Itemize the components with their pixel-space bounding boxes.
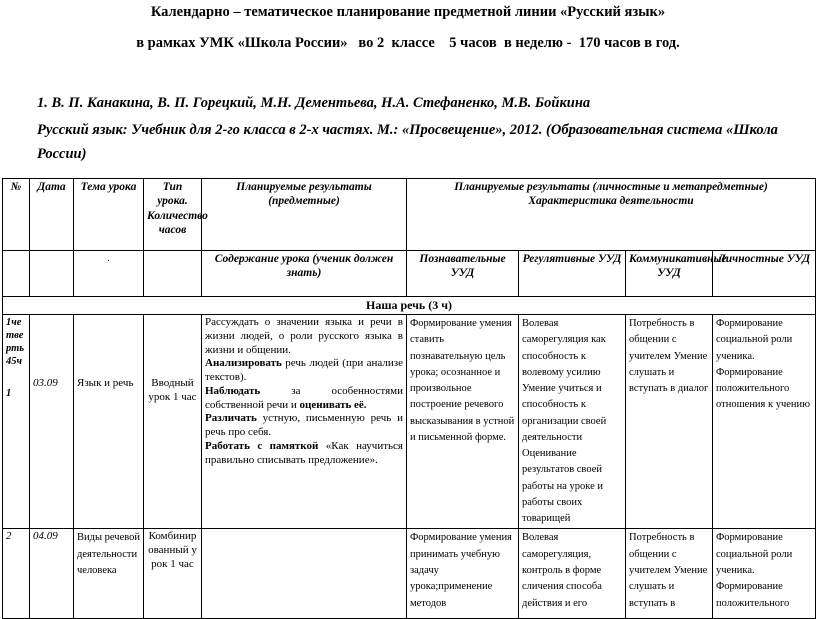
row-personal: Формирование социальной роли ученика. Формирование положительного отношения к учению xyxy=(713,315,816,529)
authors-line: 1. В. П. Канакина, В. П. Горецкий, М.Н. Дементьева, Н.А. Стефаненко, М.В. Бойкина xyxy=(37,95,591,111)
row-content-empty xyxy=(202,529,407,619)
header-personal-results: Планируемые результаты (личностные и метапредметные) Характеристика деятельности xyxy=(407,179,816,251)
table-row xyxy=(3,529,816,619)
row-topic: Виды речевой деятельности человека xyxy=(74,529,144,619)
row-regulative: Волевая саморегуляция как способность к волевому усилию Умение учиться и способность к организации своей деятельности Оценивание результатов своей работы на уроке и работы своих товарищей xyxy=(519,315,626,529)
header-topic: Тема урока xyxy=(74,179,144,251)
row-personal: Формирование социальной роли ученика. Формирование положительного xyxy=(713,529,816,619)
content-text: устную, письменную речь и речь про себя. xyxy=(205,412,403,438)
header-date: Дата xyxy=(30,179,74,251)
header-regulative: Регулятивные УУД xyxy=(519,251,626,297)
section-title: Наша речь (3 ч) xyxy=(3,297,816,315)
row-content xyxy=(202,315,407,529)
content-keyword: оценивать её. xyxy=(299,398,367,411)
row-type: Вводный урок 1 час xyxy=(144,315,202,529)
section-row xyxy=(3,297,816,315)
content-keyword: Анализировать xyxy=(205,357,282,370)
page-subtitle: в рамках УМК «Школа России» во 2 классе 5 часов в неделю - 170 часов в год. xyxy=(136,35,680,51)
textbook-line-1: Русский язык: Учебник для 2-го класса в 2-х частях. М.: «Просвещение», 2012. (Образовательная система «Школа xyxy=(37,122,778,138)
row-cognitive: Формирование умения ставить познавательную цель урока; осознанное и произвольное построение речевого высказывания в устной и письменной форме. xyxy=(407,315,519,529)
row-date: 04.09 xyxy=(30,529,74,619)
row-topic: Язык и речь xyxy=(74,315,144,529)
header-num: № xyxy=(3,179,30,251)
planning-table xyxy=(2,178,816,619)
content-text: Рассуждать о значении языка и речи в жизни людей, о роли русского языка в жизни и общении. xyxy=(205,316,403,356)
content-keyword: Различать xyxy=(205,412,257,425)
header-communicative: Коммуникативные УУД xyxy=(626,251,713,297)
table-subheader-row xyxy=(3,251,816,297)
content-keyword: Наблюдать xyxy=(205,384,261,397)
row-cognitive: Формирование умения принимать учебную задачу урока;применение методов xyxy=(407,529,519,619)
table-row xyxy=(3,315,816,529)
row-regulative: Волевая саморегуляция, контроль в форме сличения способа действия и его xyxy=(519,529,626,619)
quarter-cell xyxy=(3,315,30,529)
subheader-dot: . xyxy=(74,251,144,297)
row-num: 2 xyxy=(3,529,30,619)
content-text: речь людей (при анализе текстов). xyxy=(205,357,403,383)
table-header-row xyxy=(3,179,816,251)
header-cognitive: Познавательные УУД xyxy=(407,251,519,297)
row-date: 03.09 xyxy=(30,315,74,529)
quarter-label: 1четверть 45ч xyxy=(6,317,25,368)
content-keyword: Работать с памяткой xyxy=(205,439,319,452)
content-text: за особенностями собственной речи и xyxy=(205,384,403,411)
header-type: Тип урока. Количество часов xyxy=(144,179,202,251)
textbook-line-2: России) xyxy=(37,146,87,162)
header-personal: Личностные УУД xyxy=(713,251,816,297)
header-subject-results: Планируемые результаты (предметные) xyxy=(202,179,407,251)
row-type: Комбинированный урок 1 час xyxy=(144,529,202,619)
row-num: 1 xyxy=(6,387,12,399)
header-content: Содержание урока (ученик должен знать) xyxy=(202,251,407,297)
page-title: Календарно – тематическое планирование предметной линии «Русский язык» xyxy=(150,4,666,20)
row-communicative: Потребность в общении с учителем Умение слушать и вступать в диалог xyxy=(626,315,713,529)
content-text: «Как научиться правильно списывать предложение». xyxy=(205,439,403,466)
row-communicative: Потребность в общении с учителем Умение слушать и вступать в xyxy=(626,529,713,619)
